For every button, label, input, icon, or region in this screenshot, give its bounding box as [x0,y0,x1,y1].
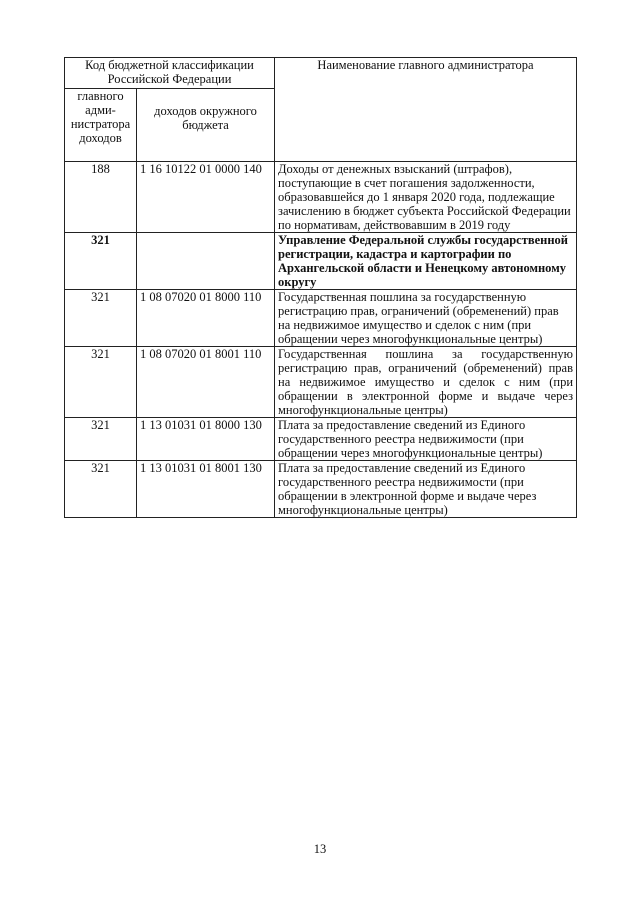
header-group-label: Код бюджетной классификации Российской Федерации [65,58,275,89]
table-row [65,418,577,461]
income-code-cell: 1 08 07020 01 8000 110 [137,290,275,347]
admin-name-cell: Государственная пошлина за государственную регистрацию прав, ограничений (обременений) прав на недвижимое имущество и сделок с ним (при обращении через многофункциональные центры) [275,290,577,347]
table-row [65,290,577,347]
table-row [65,347,577,418]
table-row [65,162,577,233]
admin-name-cell: Плата за предоставление сведений из Единого государственного реестра недвижимости (при обращении через многофункциональные центры) [275,418,577,461]
table-row [65,461,577,518]
admin-name-cell: Плата за предоставление сведений из Единого государственного реестра недвижимости (при обращении в электронной форме и выдаче через многофункциональные центры) [275,461,577,518]
page-number: 13 [313,842,327,856]
budget-classification-table [64,57,577,518]
header-code-column: доходов окружного бюджета [137,89,275,162]
admin-name-cell: Управление Федеральной службы государственной регистрации, кадастра и картографии по Архангельской области и Ненецкому автономному округу [275,233,577,290]
table-row-administrator [65,233,577,290]
income-code-cell: 1 13 01031 01 8000 130 [137,418,275,461]
admin-code-cell: 321 [65,418,137,461]
admin-name-cell: Государственная пошлина за государственную регистрацию прав, ограничений (обременений) прав на недвижимое имущество и сделок с ним (при обращении в электронной форме и выдаче через многофункциональные центры) [275,347,577,418]
admin-code-cell: 321 [65,290,137,347]
header-row-group [65,58,577,89]
income-code-cell [137,233,275,290]
admin-code-cell: 188 [65,162,137,233]
income-code-cell: 1 08 07020 01 8001 110 [137,347,275,418]
admin-name-cell: Доходы от денежных взысканий (штрафов), поступающие в счет погашения задолженности, образовавшейся до 1 января 2020 года, подлежащие зачислению в бюджет субъекта Российской Федерации по нормативам, действовавшим в 2019 году [275,162,577,233]
header-name-column: Наименование главного администратора [275,58,577,162]
income-code-cell: 1 16 10122 01 0000 140 [137,162,275,233]
admin-code-cell: 321 [65,347,137,418]
admin-code-cell: 321 [65,461,137,518]
header-admin-column: главного адми-нистратора доходов [65,89,137,162]
income-code-cell: 1 13 01031 01 8001 130 [137,461,275,518]
admin-code-cell: 321 [65,233,137,290]
